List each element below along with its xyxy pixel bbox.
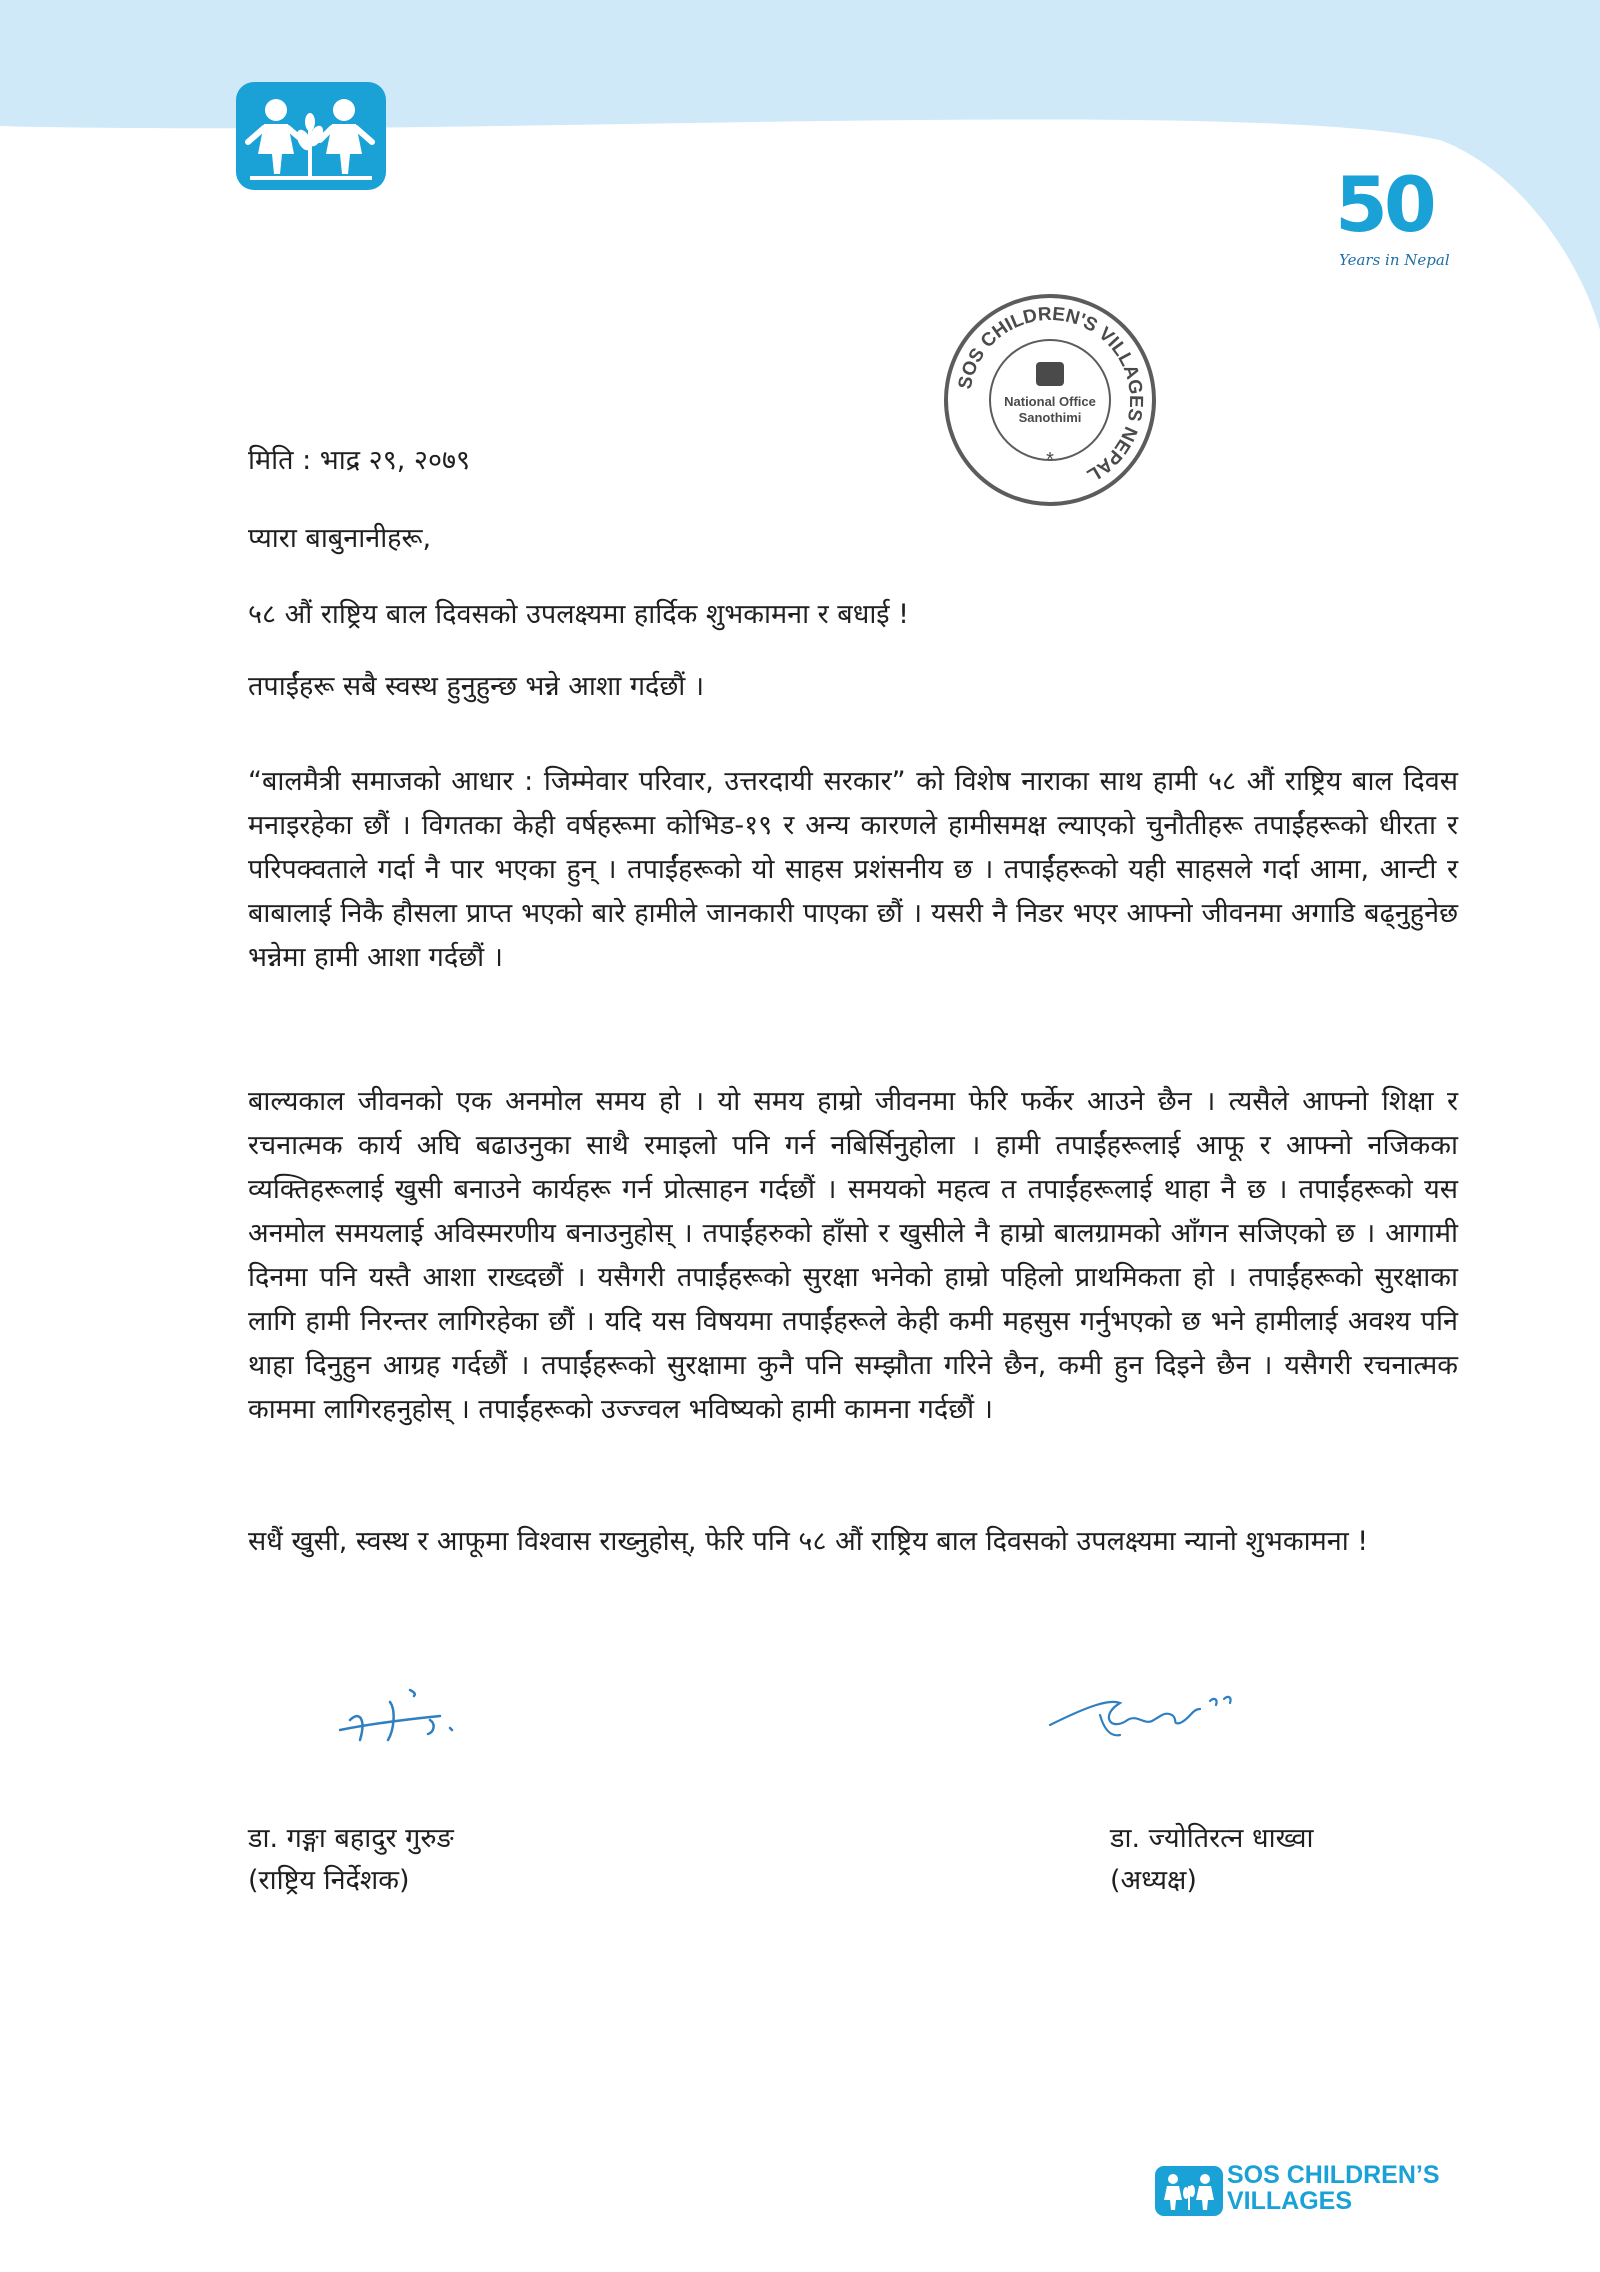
footer-logo-icon	[1155, 2166, 1223, 2216]
signature-1	[330, 1680, 480, 1760]
signatory-2-name: डा. ज्योतिरत्न धाख्वा	[1110, 1823, 1314, 1854]
letter-salutation: प्यारा बाबुनानीहरू,	[248, 523, 432, 554]
signatory-2-title: (अध्यक्ष)	[1110, 1865, 1197, 1896]
fifty-years-badge	[1335, 160, 1465, 280]
letter-closing	[248, 1520, 1458, 1564]
footer-sos-logo	[1155, 2162, 1505, 2222]
signature-2	[1040, 1685, 1260, 1755]
stamp-line1: National Office	[1004, 394, 1096, 409]
letter-date: मिति : भाद्र २९, २०७९	[248, 445, 471, 476]
stamp-line2: Sanothimi	[1018, 410, 1082, 425]
closing-text: सधैं खुसी, स्वस्थ र आफूमा विश्वास राख्नुहोस्, फेरि पनि ५८ औं राष्ट्रिय बाल दिवसको उपलक्ष्यमा न्यानो शुभकामना !	[248, 1526, 1369, 1557]
anniversary-tagline: Years in Nepal	[1339, 251, 1450, 269]
letter-wish: तपाईंहरू सबै स्वस्थ हुनुहुन्छ भन्ने आशा गर्दछौं ।	[248, 671, 705, 702]
paragraph-1-text: “बालमैत्री समाजको आधार : जिम्मेवार परिवार, उत्तरदायी सरकार” को विशेष नाराका साथ हामी ५८ औं राष्ट्रिय बाल दिवस मनाइरहेका छौं । विगतका केही वर्षहरूमा कोभिड-१९ र अन्य कारणले हामीसमक्ष ल्याएको चुनौतीहरू तपाईंहरूको धीरता र परिपक्वताले गर्दा नै पार भएका हुन् । तपाईंहरूको यो साहस प्रशंसनीय छ । तपाईंहरूको यही साहसले गर्दा आमा, आन्टी र बाबालाई निकै हौसला प्राप्त भएको बारे हामीले जानकारी पाएका छौं । यसरी नै निडर भएर आफ्नो जीवनमा अगाडि बढ्नुहुनेछ भन्नेमा हामी आशा गर्दछौं ।	[248, 766, 1458, 973]
stamp-star: *	[1046, 449, 1054, 471]
sos-logo	[236, 82, 386, 190]
paragraph-2-text: बाल्यकाल जीवनको एक अनमोल समय हो । यो समय हाम्रो जीवनमा फेरि फर्केर आउने छैन । त्यसैले आफ्नो शिक्षा र रचनात्मक कार्य अघि बढाउनुका साथै रमाइलो पनि गर्न नबिर्सिनुहोला । हामी तपाईंहरूलाई आफू र आफ्नो नजिकका व्यक्तिहरूलाई खुसी बनाउने कार्यहरू गर्न प्रोत्साहन गर्दछौं । समयको महत्व त तपाईंहरूलाई थाहा नै छ । तपाईंहरूको यस अनमोल समयलाई अविस्मरणीय बनाउनुहोस् । तपाईंहरुको हाँसो र खुसीले नै हाम्रो बालग्रामको आँगन सजिएको छ । आगामी दिनमा पनि यस्तै आशा राख्दछौं । यसैगरी तपाईंहरूको सुरक्षा भनेको हाम्रो पहिलो प्राथमिकता हो । तपाईंहरूको सुरक्षाका लागि हामी निरन्तर लागिरहेका छौं । यदि यस विषयमा तपाईंहरूले केही कमी महसुस गर्नुभएको छ भने हामीलाई अवश्य पनि थाहा दिनुहुन आग्रह गर्दछौं । तपाईंहरूको सुरक्षामा कुनै पनि सम्झौता गरिने छैन, कमी हुन दिइने छैन । यसैगरी रचनात्मक काममा लागिरहनुहोस् । तपाईंहरूको उज्ज्वल भविष्यको हामी कामना गर्दछौं ।	[248, 1086, 1458, 1425]
letter-greeting: ५८ औं राष्ट्रिय बाल दिवसको उपलक्ष्यमा हार्दिक शुभकामना र बधाई !	[248, 599, 909, 630]
stamp-logo	[1036, 362, 1064, 386]
signatory-1-title: (राष्ट्रिय निर्देशक)	[248, 1865, 410, 1896]
official-stamp	[940, 290, 1160, 510]
letter-paragraph-1	[248, 760, 1458, 980]
anniversary-number: 50	[1335, 160, 1433, 249]
stamp-ring-text: SOS CHILDREN'S VILLAGES NEPAL	[954, 303, 1147, 486]
footer-org-line2: VILLAGES	[1227, 2187, 1353, 2215]
footer-org-line1: SOS CHILDREN’S	[1227, 2161, 1440, 2189]
signatory-1-name: डा. गङ्गा बहादुर गुरुङ	[248, 1823, 454, 1854]
letter-paragraph-2	[248, 1080, 1458, 1432]
